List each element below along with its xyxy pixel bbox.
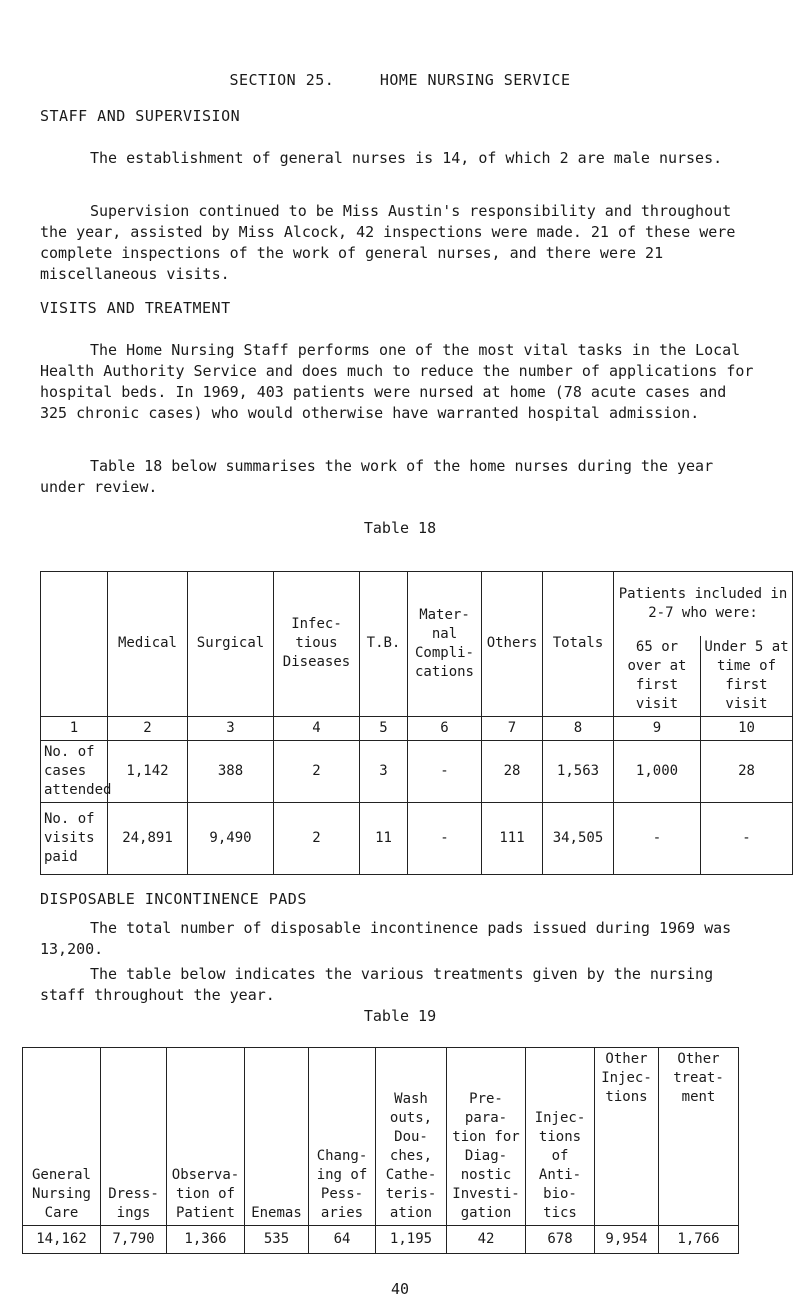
t19-header-pessaries: Chang-ing of Pess-aries — [309, 1048, 376, 1226]
t18-row-cases — [41, 740, 793, 802]
t19-header-other-injections: Other Injec-tions — [595, 1048, 659, 1226]
table-18 — [40, 571, 793, 875]
t18-col-number: 4 — [274, 716, 360, 740]
t19-header-dressings: Dress-ings — [101, 1048, 167, 1226]
t18-cell: - — [408, 740, 482, 802]
t18-col-number: 10 — [701, 716, 793, 740]
t18-header-totals: Totals — [543, 572, 614, 717]
visits-paragraph-2: Table 18 below summarises the work of the home nurses during the year under review. — [40, 457, 714, 496]
t18-header-tb: T.B. — [360, 572, 408, 717]
t19-header-enemas: Enemas — [245, 1048, 309, 1226]
table-19-caption: Table 19 — [363, 1007, 437, 1025]
t18-cell: 388 — [188, 740, 274, 802]
t18-header-others: Others — [482, 572, 543, 717]
t18-col-number: 5 — [360, 716, 408, 740]
t18-header-maternal: Mater-nal Compli-cations — [408, 572, 482, 717]
t19-cell: 678 — [526, 1226, 595, 1254]
t18-col-number: 3 — [188, 716, 274, 740]
visits-heading: VISITS AND TREATMENT — [40, 299, 231, 317]
t18-col-number: 8 — [543, 716, 614, 740]
t18-cell: - — [408, 802, 482, 874]
t18-header-infectious: Infec-tious Diseases — [274, 572, 360, 717]
t18-cell: 28 — [701, 740, 793, 802]
t19-header-observation: Observa-tion of Patient — [167, 1048, 245, 1226]
t18-cell: 3 — [360, 740, 408, 802]
t18-cell: 34,505 — [543, 802, 614, 874]
t18-col-number: 2 — [108, 716, 188, 740]
t18-col-number: 9 — [614, 716, 701, 740]
pads-paragraph-1: The total number of disposable incontinence pads issued during 1969 was 13,200. — [40, 919, 732, 958]
t19-cell: 9,954 — [595, 1226, 659, 1254]
staff-paragraph-2: Supervision continued to be Miss Austin's responsibility and throughout the year, assisted by Miss Alcock, 42 inspections were made. 21 of these were complete inspections of the work of general nurses, and there were 21 miscellaneous visits. — [40, 202, 736, 283]
page-number: 40 — [390, 1280, 410, 1298]
staff-paragraph-1: The establishment of general nurses is 14, of which 2 are male nurses. — [90, 149, 723, 167]
t19-cell: 7,790 — [101, 1226, 167, 1254]
t18-col-number: 7 — [482, 716, 543, 740]
table-18-caption: Table 18 — [363, 519, 437, 537]
t19-cell: 1,766 — [659, 1226, 739, 1254]
t19-header-diagnostic: Pre-para-tion for Diag-nostic Investi-gation — [447, 1048, 526, 1226]
t18-header-65-over: 65 or over at first visit — [614, 636, 701, 717]
t18-cell: 24,891 — [108, 802, 188, 874]
t18-col-number: 1 — [41, 716, 108, 740]
t18-header-blank — [41, 572, 108, 717]
t18-cell: 28 — [482, 740, 543, 802]
staff-heading: STAFF AND SUPERVISION — [40, 107, 241, 125]
t18-cell: 1,142 — [108, 740, 188, 802]
t18-header-under-5: Under 5 at time of first visit — [701, 636, 793, 717]
t18-cell: 2 — [274, 740, 360, 802]
t19-header-wash-outs: Wash outs, Dou-ches, Cathe-teris-ation — [376, 1048, 447, 1226]
t18-cell: - — [701, 802, 793, 874]
t18-cell: 2 — [274, 802, 360, 874]
page-header — [0, 70, 800, 91]
t18-col-number: 6 — [408, 716, 482, 740]
t19-cell: 64 — [309, 1226, 376, 1254]
t18-cell: 11 — [360, 802, 408, 874]
pads-paragraph-2: The table below indicates the various treatments given by the nursing staff throughout the year. — [40, 965, 714, 1004]
t18-group-header: Patients included in 2-7 who were: — [614, 572, 793, 636]
visits-paragraph-1: The Home Nursing Staff performs one of the most vital tasks in the Local Health Authority Service and does much to reduce the number of applications for hospital beds. In 1969, 403 patients were nursed at home (78 acute cases and 325 chronic cases) who would otherwise have warranted hospital admission. — [40, 341, 754, 422]
t18-cell: 9,490 — [188, 802, 274, 874]
t18-cell: 1,563 — [543, 740, 614, 802]
t18-cell: 1,000 — [614, 740, 701, 802]
t18-cell: 111 — [482, 802, 543, 874]
t18-row-label: No. of cases attended — [41, 740, 108, 802]
t19-cell: 1,195 — [376, 1226, 447, 1254]
t19-values-row — [23, 1226, 739, 1254]
section-number: SECTION 25. — [229, 71, 335, 89]
section-title: HOME NURSING SERVICE — [379, 71, 571, 89]
t18-row-label: No. of visits paid — [41, 802, 108, 874]
t19-cell: 14,162 — [23, 1226, 101, 1254]
pads-heading: DISPOSABLE INCONTINENCE PADS — [40, 890, 307, 908]
t19-header-other-treatment: Other treat-ment — [659, 1048, 739, 1226]
t19-header-general-nursing: General Nursing Care — [23, 1048, 101, 1226]
t19-cell: 535 — [245, 1226, 309, 1254]
t18-cell: - — [614, 802, 701, 874]
t19-cell: 1,366 — [167, 1226, 245, 1254]
t18-header-surgical: Surgical — [188, 572, 274, 717]
t18-row-visits — [41, 802, 793, 874]
t19-cell: 42 — [447, 1226, 526, 1254]
t19-header-antibiotics: Injec-tions of Anti-bio-tics — [526, 1048, 595, 1226]
table-19 — [22, 1047, 739, 1254]
t18-header-medical: Medical — [108, 572, 188, 717]
